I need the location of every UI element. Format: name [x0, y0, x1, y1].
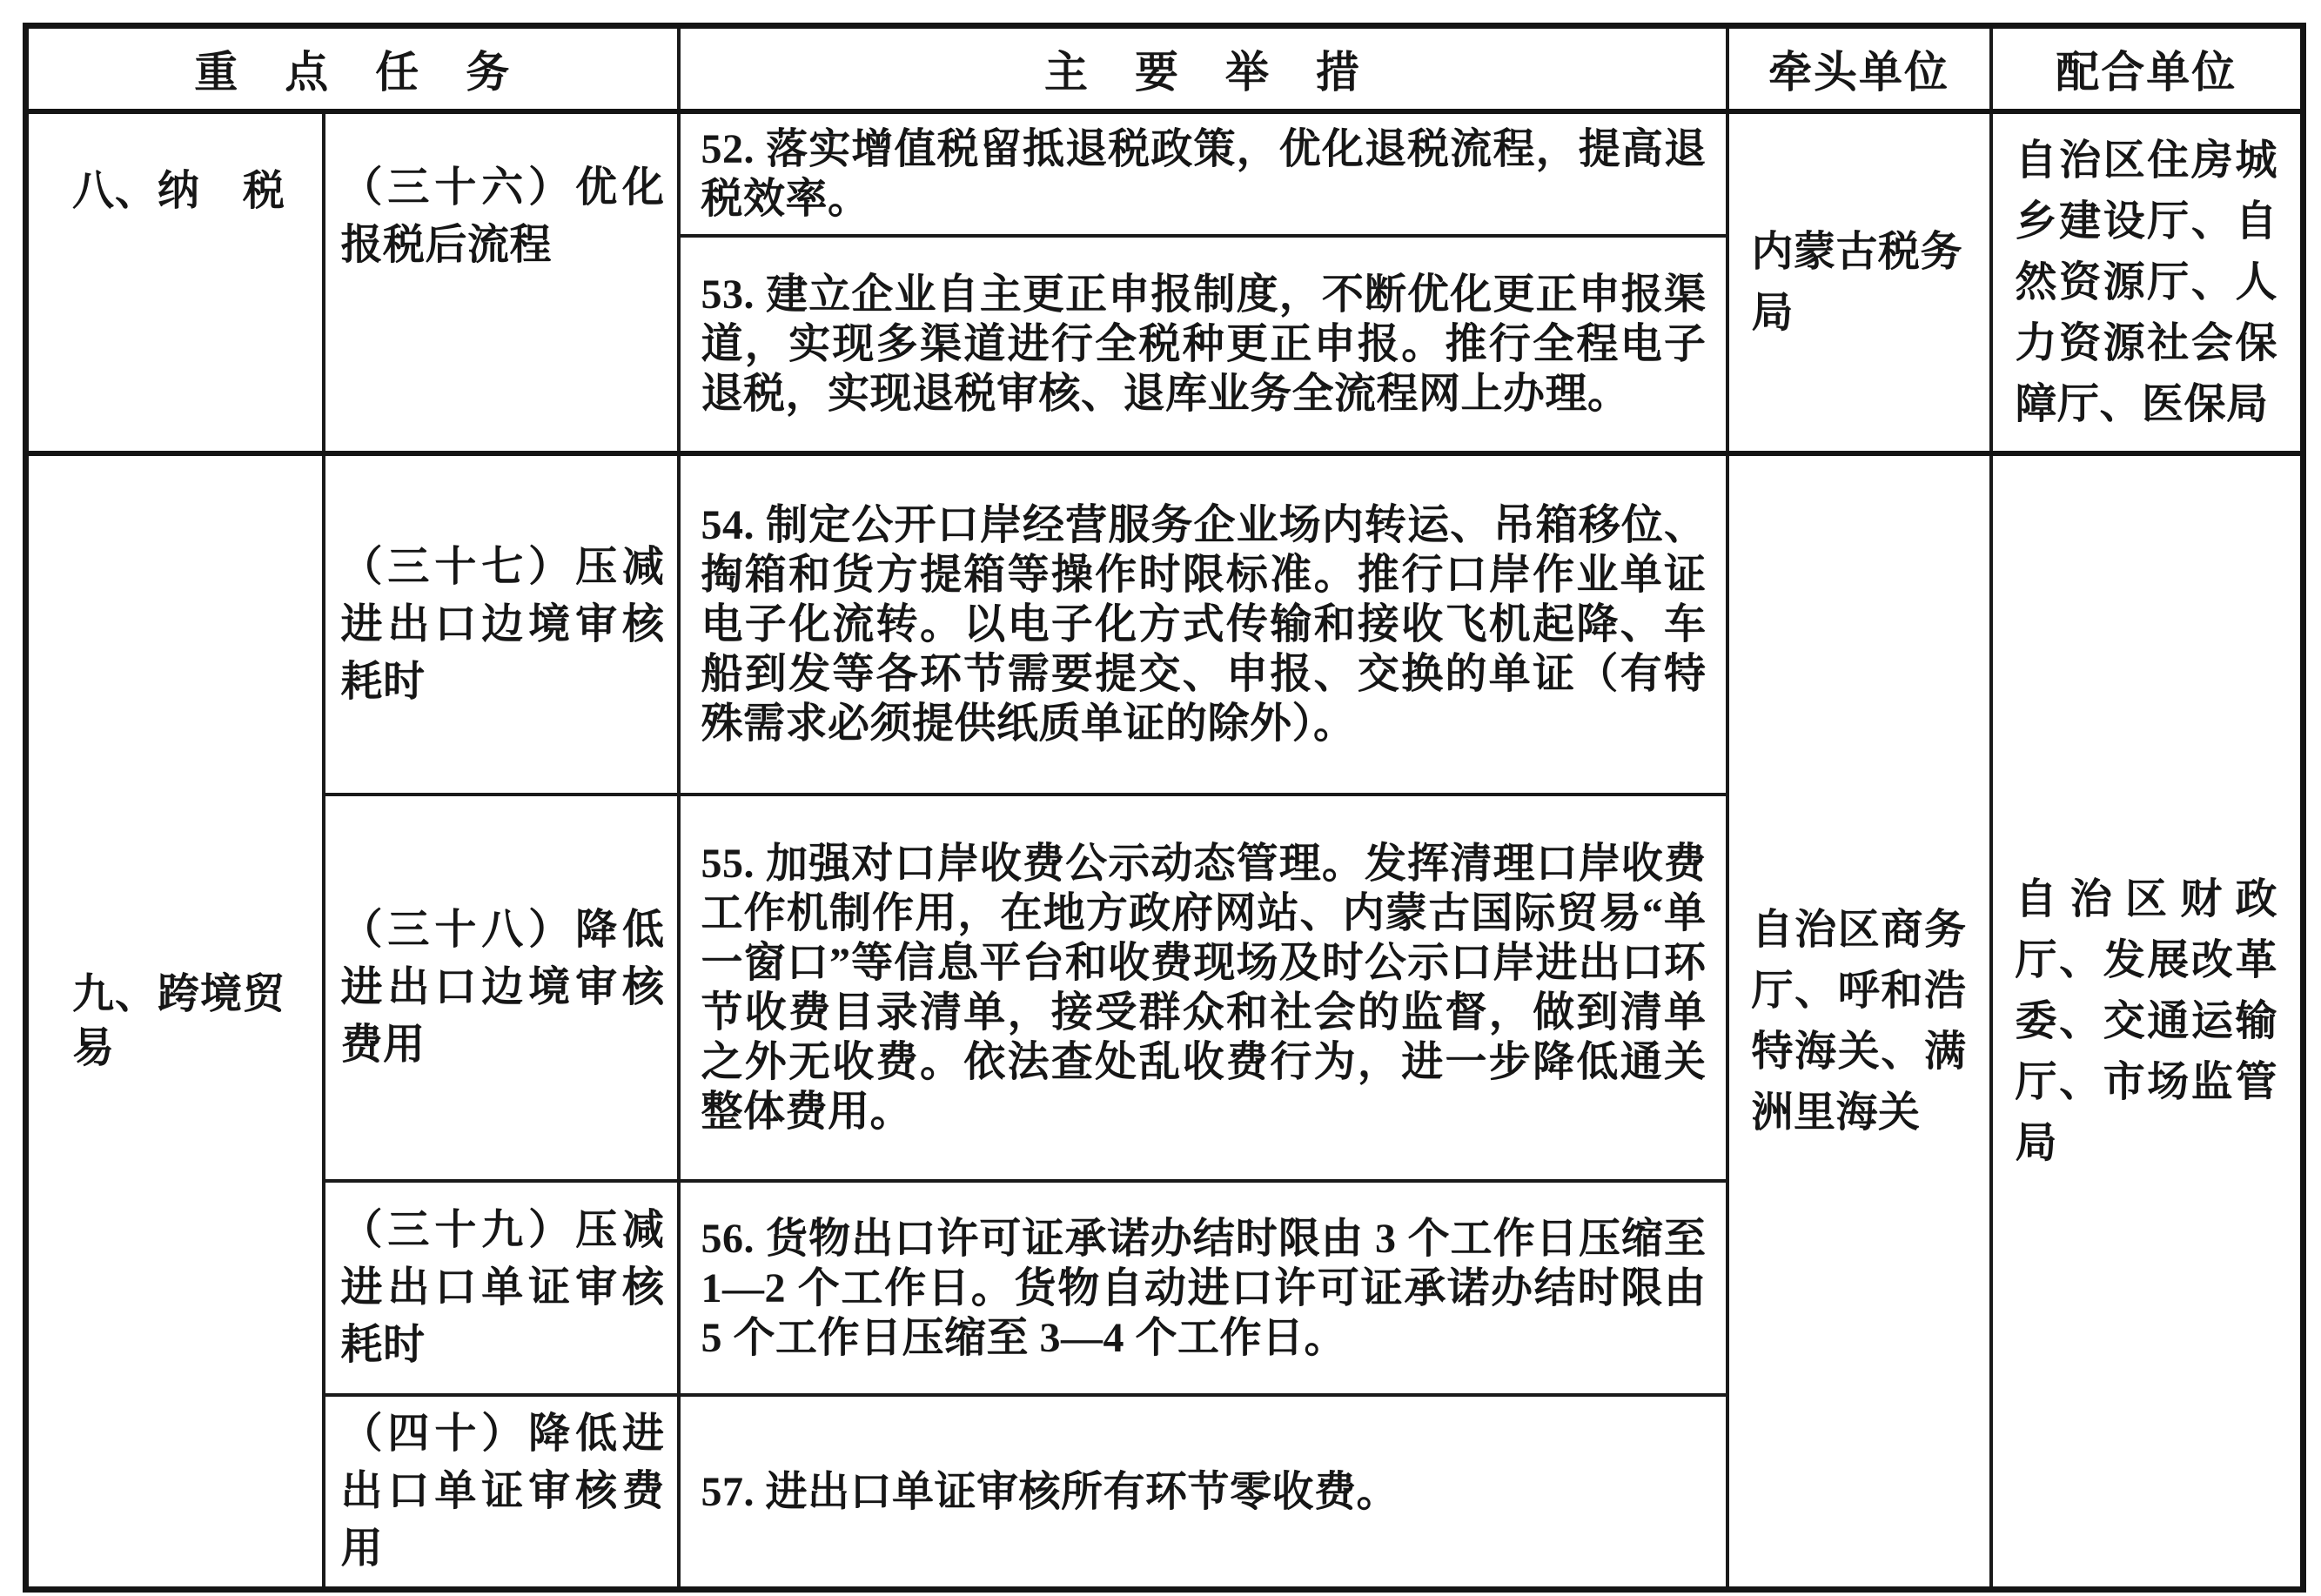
lead-unit-tax-cell: 内蒙古税务局: [1727, 111, 1991, 453]
category-tax-cell: 八、纳 税: [26, 111, 324, 453]
support-unit-trade-cell: 自治区财政厅、发展改革委、交通运输厅、市场监管局: [1991, 453, 2304, 1590]
subtask-36-cell: （三十六）优化报税后流程: [324, 111, 679, 453]
support-unit-tax-cell: 自治区住房城乡建设厅、自然资源厅、人力资源社会保障厅、医保局: [1991, 111, 2304, 453]
header-main-measures: 主 要 举 措: [679, 26, 1727, 112]
table-header-row: [26, 26, 2304, 112]
subtask-37-cell: （三十七）压减进出口边境审核耗时: [324, 453, 679, 795]
row-measure-54: [26, 453, 2304, 795]
category-cross-border-trade-cell: 九、跨境贸易: [26, 453, 324, 1590]
header-lead-unit: 牵头单位: [1727, 26, 1991, 112]
header-key-tasks: 重 点 任 务: [26, 26, 679, 112]
measure-53-cell: 53. 建立企业自主更正申报制度，不断优化更正申报渠道，实现多渠道进行全税种更正申报。推行全程电子退税，实现退税审核、退库业务全流程网上办理。: [679, 236, 1727, 453]
measure-55-cell: 55. 加强对口岸收费公示动态管理。发挥清理口岸收费工作机制作用，在地方政府网站、内蒙古国际贸易“单一窗口”等信息平台和收费现场及时公示口岸进出口环节收费目录清单，接受群众和社会的监督，做到清单之外无收费。依法查处乱收费行为，进一步降低通关整体费用。: [679, 795, 1727, 1181]
measure-52-cell: 52. 落实增值税留抵退税政策，优化退税流程，提高退税效率。: [679, 111, 1727, 236]
subtask-39-cell: （三十九）压减进出口单证审核耗时: [324, 1181, 679, 1395]
lead-unit-trade-cell: 自治区商务厅、呼和浩特海关、满洲里海关: [1727, 453, 1991, 1590]
row-measure-52: [26, 111, 2304, 236]
header-support-unit: 配合单位: [1991, 26, 2304, 112]
measure-57-cell: 57. 进出口单证审核所有环节零收费。: [679, 1395, 1727, 1590]
measure-56-cell: 56. 货物出口许可证承诺办结时限由 3 个工作日压缩至 1—2 个工作日。货物自动进口许可证承诺办结时限由 5 个工作日压缩至 3—4 个工作日。: [679, 1181, 1727, 1395]
subtask-40-cell: （四十）降低进出口单证审核费用: [324, 1395, 679, 1590]
key-tasks-table: [23, 23, 2306, 1593]
measure-54-cell: 54. 制定公开口岸经营服务企业场内转运、吊箱移位、掏箱和货方提箱等操作时限标准。推行口岸作业单证电子化流转。以电子化方式传输和接收飞机起降、车船到发等各环节需要提交、申报、交换的单证（有特殊需求必须提供纸质单证的除外）。: [679, 453, 1727, 795]
subtask-38-cell: （三十八）降低进出口边境审核费用: [324, 795, 679, 1181]
